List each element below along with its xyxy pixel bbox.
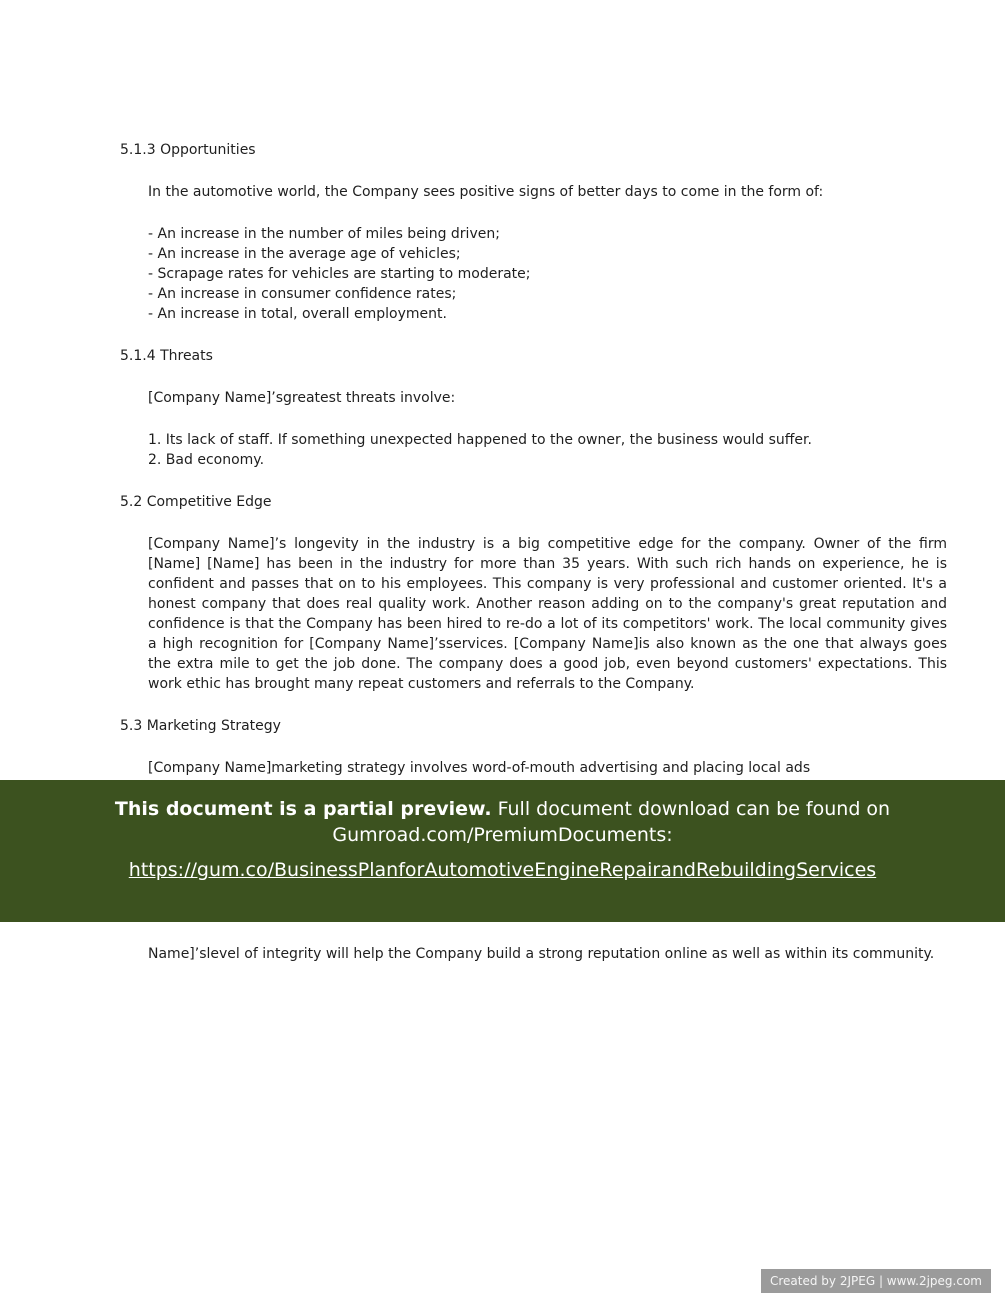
section-heading-marketing-strategy: 5.3 Marketing Strategy — [120, 718, 281, 734]
preview-banner — [0, 780, 1005, 922]
list-item: 2. Bad economy. — [148, 452, 265, 468]
list-item: - An increase in the number of miles being driven; — [148, 226, 500, 242]
list-item: - An increase in consumer confidence rates; — [148, 286, 457, 302]
opportunities-list — [148, 224, 947, 324]
banner-message — [78, 796, 928, 848]
banner-bold-text: This document is a partial preview. — [114, 798, 492, 820]
opportunities-intro: In the automotive world, the Company sees positive signs of better days to come in the form of: — [148, 184, 824, 200]
section-heading-competitive-edge: 5.2 Competitive Edge — [120, 494, 272, 510]
list-item: - Scrapage rates for vehicles are starting to moderate; — [148, 266, 531, 282]
marketing-body-top: [Company Name]marketing strategy involves word-of-mouth advertising and placing local ads — [148, 760, 811, 776]
list-item: - An increase in total, overall employment. — [148, 306, 447, 322]
list-item: - An increase in the average age of vehicles; — [148, 246, 461, 262]
banner-link-row — [0, 857, 1005, 883]
threats-intro: [Company Name]’sgreatest threats involve: — [148, 390, 456, 406]
section-heading-threats: 5.1.4 Threats — [120, 348, 213, 364]
gumroad-link[interactable]: https://gum.co/BusinessPlanforAutomotiveEngineRepairandRebuildingServices — [128, 859, 877, 881]
list-item: 1. Its lack of staff. If something unexpected happened to the owner, the business would suffer. — [148, 432, 812, 448]
watermark-badge: Created by 2JPEG | www.2jpeg.com — [761, 1269, 991, 1293]
competitive-edge-body: [Company Name]’s longevity in the industry is a big competitive edge for the company. Owner of the firm [Name] [Name] has been in the industry for more than 35 years. With such rich hands on experience, he is confident and passes that on to his employees. This company is very professional and customer oriented. It's a honest company that does real quality work. Another reason adding on to the company's great reputation and confidence is that the Company has been hired to re-do a lot of its competitors' work. The local community gives a high recognition for [Company Name]’sservices. [Company Name]is also known as the one that always goes the extra mile to get the job done. The company does a good job, even beyond customers' expectations. This work ethic has brought many repeat customers and referrals to the Company. — [148, 536, 947, 692]
threats-list — [148, 430, 947, 470]
marketing-body-continued: Name]’slevel of integrity will help the Company build a strong reputation online as well as within its community. — [148, 946, 935, 962]
banner-regular-text: Full document download can be found on Gumroad.com/PremiumDocuments: — [332, 798, 891, 846]
section-heading-opportunities: 5.1.3 Opportunities — [120, 142, 256, 158]
